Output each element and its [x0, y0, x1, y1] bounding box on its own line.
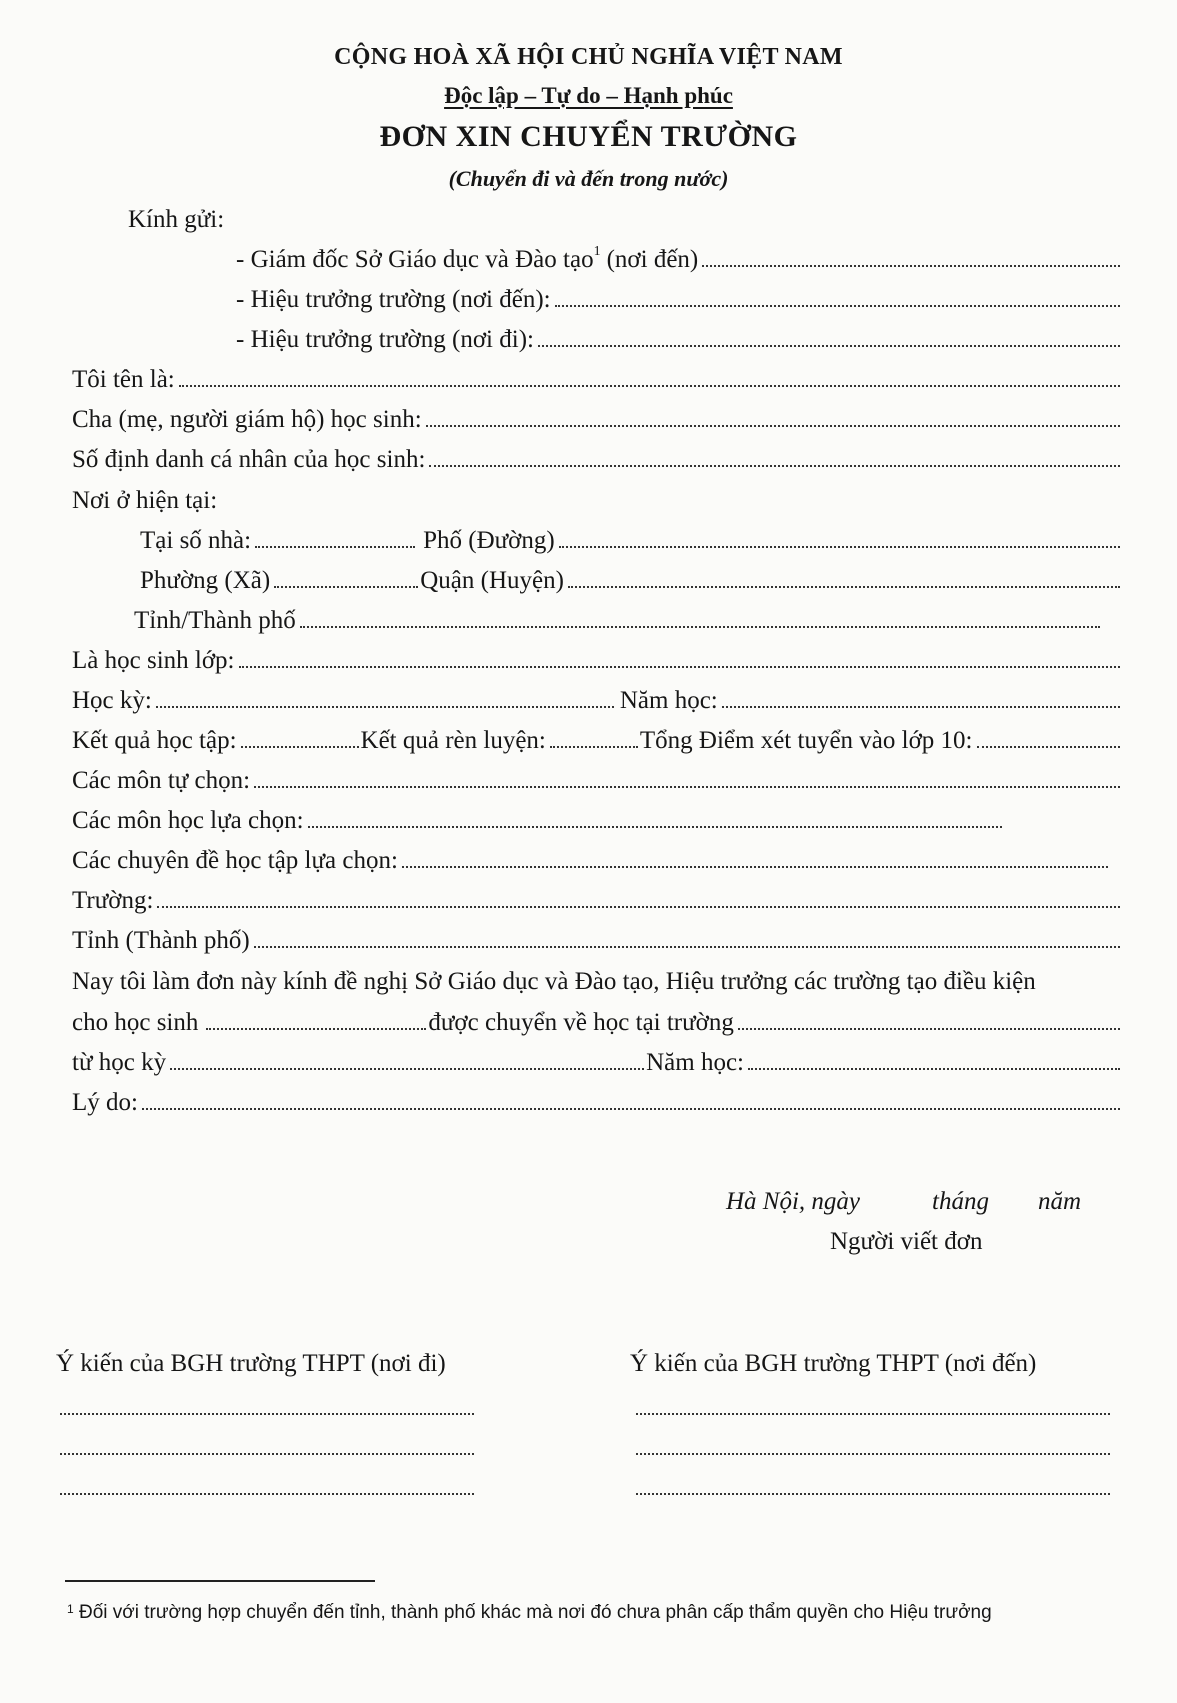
conduct-result-fill-line[interactable]: [550, 745, 638, 748]
chosen-subjects-row: [72, 807, 1004, 839]
footnote-mark: 1: [67, 1602, 74, 1616]
ward-label: Phường (Xã): [140, 567, 271, 594]
reason-row: [72, 1089, 1122, 1121]
electives-label: Các môn tự chọn:: [72, 767, 251, 794]
parent-row: [72, 406, 1122, 438]
request-school-year-label: Năm học:: [646, 1049, 744, 1076]
recipient-origin-principal-row: [236, 326, 1122, 358]
national-motto: [0, 83, 1177, 109]
origin-school-opinion-title: Ý kiến của BGH trường THPT (nơi đi): [56, 1350, 446, 1377]
destination-opinion-line-2[interactable]: [636, 1452, 1110, 1455]
student-id-row: [72, 446, 1122, 478]
electives-fill-line[interactable]: [254, 785, 1120, 788]
school-label: Trường:: [72, 887, 154, 914]
recipient-department-fill-line[interactable]: [702, 264, 1120, 267]
semester-fill-line[interactable]: [156, 705, 614, 708]
recipient-dest-principal-label: - Hiệu trưởng trường (nơi đến):: [236, 286, 551, 313]
footnote-text: Đối với trường hợp chuyển đến tỉnh, thành phố khác mà nơi đó chưa phân cấp thẩm quyền cho Hiệu trưởng: [78, 1602, 992, 1623]
request-paragraph-line2: [72, 1009, 1122, 1041]
school-province-fill-line[interactable]: [254, 945, 1120, 948]
school-fill-line[interactable]: [157, 905, 1120, 908]
origin-opinion-line-3[interactable]: [60, 1492, 474, 1495]
chosen-topics-row: [72, 847, 1110, 879]
signer-label: Người viết đơn: [830, 1228, 983, 1255]
address-label: Nơi ở hiện tại:: [72, 487, 218, 514]
country-name: CỘNG HOÀ XÃ HỘI CHỦ NGHĨA VIỆT NAM: [334, 44, 843, 70]
motto-text: Độc lập – Tự do – Hạnh phúc: [444, 83, 733, 108]
recipient-dest-principal-row: [236, 286, 1122, 318]
grade-fill-line[interactable]: [239, 665, 1121, 668]
form-title: ĐƠN XIN CHUYỂN TRƯỜNG: [379, 120, 798, 153]
request-school-year-fill-line[interactable]: [748, 1067, 1120, 1070]
destination-opinion-line-1[interactable]: [636, 1412, 1110, 1415]
district-fill-line[interactable]: [568, 585, 1120, 588]
origin-opinion-line-2[interactable]: [60, 1452, 474, 1455]
date-month-label: tháng: [932, 1188, 989, 1215]
parent-label: Cha (mẹ, người giám hộ) học sinh:: [72, 406, 422, 433]
recipient-department-label: - Giám đốc Sở Giáo dục và Đào tạo: [236, 246, 594, 273]
from-semester-label: từ học kỳ: [72, 1049, 167, 1076]
address-row: [72, 487, 217, 519]
recipient-origin-principal-label: - Hiệu trưởng trường (nơi đi):: [236, 326, 534, 353]
origin-opinion-line-1[interactable]: [60, 1412, 474, 1415]
name-row: [72, 366, 1122, 398]
date-place-label: Hà Nội, ngày: [726, 1188, 861, 1215]
street-label: Phố (Đường): [423, 527, 555, 554]
request-student-fill-line[interactable]: [206, 1027, 426, 1030]
parent-fill-line[interactable]: [426, 424, 1120, 427]
footnote-separator: [65, 1580, 375, 1583]
recipients-label: [128, 206, 224, 238]
house-number-label: Tại số nhà:: [140, 527, 252, 554]
ward-district-row: [140, 567, 1122, 599]
semester-row: [72, 687, 1122, 719]
reason-label: Lý do:: [72, 1089, 138, 1116]
school-province-row: [72, 927, 1122, 959]
street-fill-line[interactable]: [559, 545, 1120, 548]
academic-result-fill-line[interactable]: [241, 745, 359, 748]
request-school-fill-line[interactable]: [738, 1027, 1120, 1030]
recipient-dest-principal-fill-line[interactable]: [555, 304, 1120, 307]
electives-row: [72, 767, 1122, 799]
province-label: Tỉnh/Thành phố: [134, 607, 296, 634]
footnote: [67, 1602, 992, 1624]
date-year-label: năm: [1038, 1188, 1082, 1215]
form-subtitle: (Chuyển đi và đến trong nước): [448, 166, 729, 191]
school-province-label: Tỉnh (Thành phố): [72, 927, 250, 954]
results-row: [72, 727, 1122, 759]
request-paragraph-line1: [72, 968, 1036, 1000]
chosen-subjects-label: Các môn học lựa chọn:: [72, 807, 304, 834]
recipient-origin-principal-fill-line[interactable]: [538, 344, 1120, 347]
request-paragraph-line3: [72, 1049, 1122, 1081]
recipient-department-row: [236, 246, 1122, 278]
chosen-topics-label: Các chuyên đề học tập lựa chọn:: [72, 847, 398, 874]
recipient-department-tail: (nơi đến): [606, 246, 699, 273]
total-score-fill-line[interactable]: [977, 745, 1121, 748]
semester-label: Học kỳ:: [72, 687, 152, 714]
grade-row: [72, 647, 1122, 679]
request-transfer-label: được chuyển về học tại trường: [428, 1009, 734, 1036]
conduct-result-label: Kết quả rèn luyện:: [360, 727, 546, 754]
district-label: Quận (Huyện): [420, 567, 564, 594]
chosen-topics-fill-line[interactable]: [402, 865, 1108, 868]
total-score-label: Tổng Điểm xét tuyển vào lớp 10:: [639, 727, 973, 754]
recipients-label-text: Kính gửi:: [128, 206, 225, 233]
academic-result-label: Kết quả học tập:: [72, 727, 237, 754]
grade-label: Là học sinh lớp:: [72, 647, 235, 674]
province-fill-line[interactable]: [300, 625, 1100, 628]
school-year-label: Năm học:: [619, 687, 718, 714]
house-number-fill-line[interactable]: [255, 545, 415, 548]
school-year-fill-line[interactable]: [722, 705, 1120, 708]
school-row: [72, 887, 1122, 919]
name-fill-line[interactable]: [179, 384, 1120, 387]
footnote-ref-marker: 1: [593, 244, 601, 259]
destination-school-opinion-title: Ý kiến của BGH trường THPT (nơi đến): [630, 1350, 1037, 1377]
request-text-line1: Nay tôi làm đơn này kính đề nghị Sở Giáo dục và Đào tạo, Hiệu trưởng các trường tạo điều kiện: [72, 968, 1036, 995]
name-label: Tôi tên là:: [72, 366, 175, 393]
reason-fill-line[interactable]: [142, 1107, 1120, 1110]
request-student-label: cho học sinh: [72, 1009, 199, 1036]
student-id-fill-line[interactable]: [429, 464, 1120, 467]
chosen-subjects-fill-line[interactable]: [308, 825, 1002, 828]
house-street-row: [140, 527, 1122, 559]
student-id-label: Số định danh cá nhân của học sinh:: [72, 446, 426, 473]
ward-fill-line[interactable]: [274, 585, 418, 588]
destination-opinion-line-3[interactable]: [636, 1492, 1110, 1495]
from-semester-fill-line[interactable]: [170, 1067, 644, 1070]
province-row: [134, 607, 1102, 639]
